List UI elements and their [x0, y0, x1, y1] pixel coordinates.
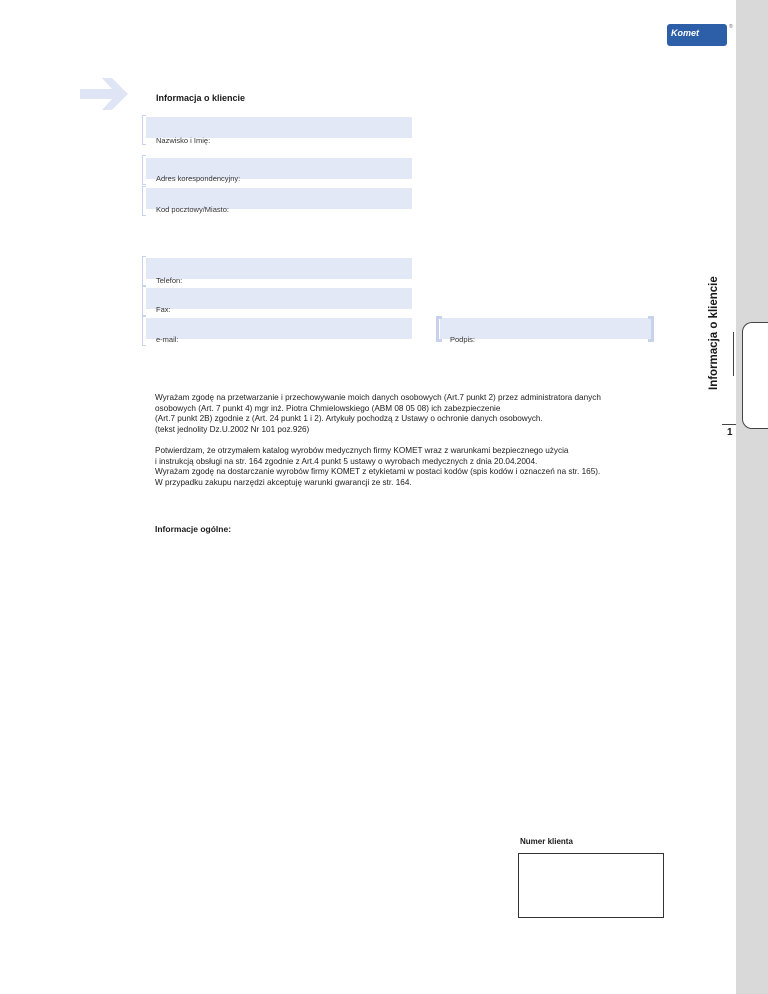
client-number-box[interactable]: [518, 853, 664, 918]
consent-paragraph: [155, 393, 675, 435]
section-tab[interactable]: [742, 322, 768, 429]
confirmation-line: Potwierdzam, że otrzymałem katalog wyrobów medycznych firmy KOMET wraz z warunkami bezpiecznego użycia: [155, 446, 569, 455]
logo-text: Komet: [671, 28, 700, 38]
client-number-label: Numer klienta: [520, 837, 573, 846]
consent-line: (tekst jednolity Dz.U.2002 Nr 101 poz.926): [155, 424, 310, 434]
signature-bracket-right: [648, 316, 654, 342]
consent-line: osobowych (Art. 7 punkt 4) mgr inż. Piotra Chmielowskiego (ABM 08 05 08) ich zabezpieczenie: [155, 403, 501, 413]
confirmation-paragraph: [155, 446, 675, 488]
phone-label: Telefon:: [156, 276, 183, 285]
page-number-rule: [722, 424, 736, 425]
signature-bracket-left: [436, 316, 442, 342]
confirmation-line: W przypadku zakupu narzędzi akceptuję warunki gwarancji ze str. 164.: [155, 477, 412, 487]
phone-field[interactable]: [146, 258, 412, 279]
side-title-wrap: [700, 250, 728, 390]
fax-label: Fax:: [156, 305, 171, 314]
side-title: Informacja o kliencie: [708, 276, 720, 390]
tab-divider: [733, 332, 734, 376]
name-label: Nazwisko i Imię:: [156, 136, 211, 145]
name-field[interactable]: [146, 117, 412, 138]
page-title: Informacja o kliencie: [156, 93, 246, 103]
postcode-city-label: Kod pocztowy/Miasto:: [156, 205, 229, 214]
fax-field[interactable]: [146, 288, 412, 309]
email-label: e-mail:: [156, 335, 179, 344]
consent-line: (Art.7 punkt 2B) zgodnie z (Art. 24 punkt 1 i 2). Artykuły pochodzą z Ustawy o ochronie danych osobowych.: [155, 414, 543, 423]
arrow-right-icon: [78, 76, 134, 112]
email-field[interactable]: [146, 318, 412, 339]
consent-line: Wyrażam zgodę na przetwarzanie i przechowywanie moich danych osobowych (Art.7 punkt 2) przez administratora danych: [155, 393, 601, 402]
signature-label: Podpis:: [450, 335, 476, 344]
registered-mark: ®: [729, 24, 733, 30]
page-number: 1: [727, 427, 733, 438]
address-label: Adres korespondencyjny:: [156, 174, 241, 183]
side-strip: [736, 0, 768, 994]
general-info-heading: Informacje ogólne:: [155, 524, 232, 534]
confirmation-line: i instrukcją obsługi na str. 164 zgodnie z Art.4 punkt 5 ustawy o wyrobach medycznych z dnia 20.04.2004.: [155, 456, 538, 466]
confirmation-line: Wyrażam zgodę na dostarczanie wyrobów firmy KOMET z etykietami w postaci kodów (spis kodów i oznaczeń na str. 165).: [155, 467, 601, 476]
